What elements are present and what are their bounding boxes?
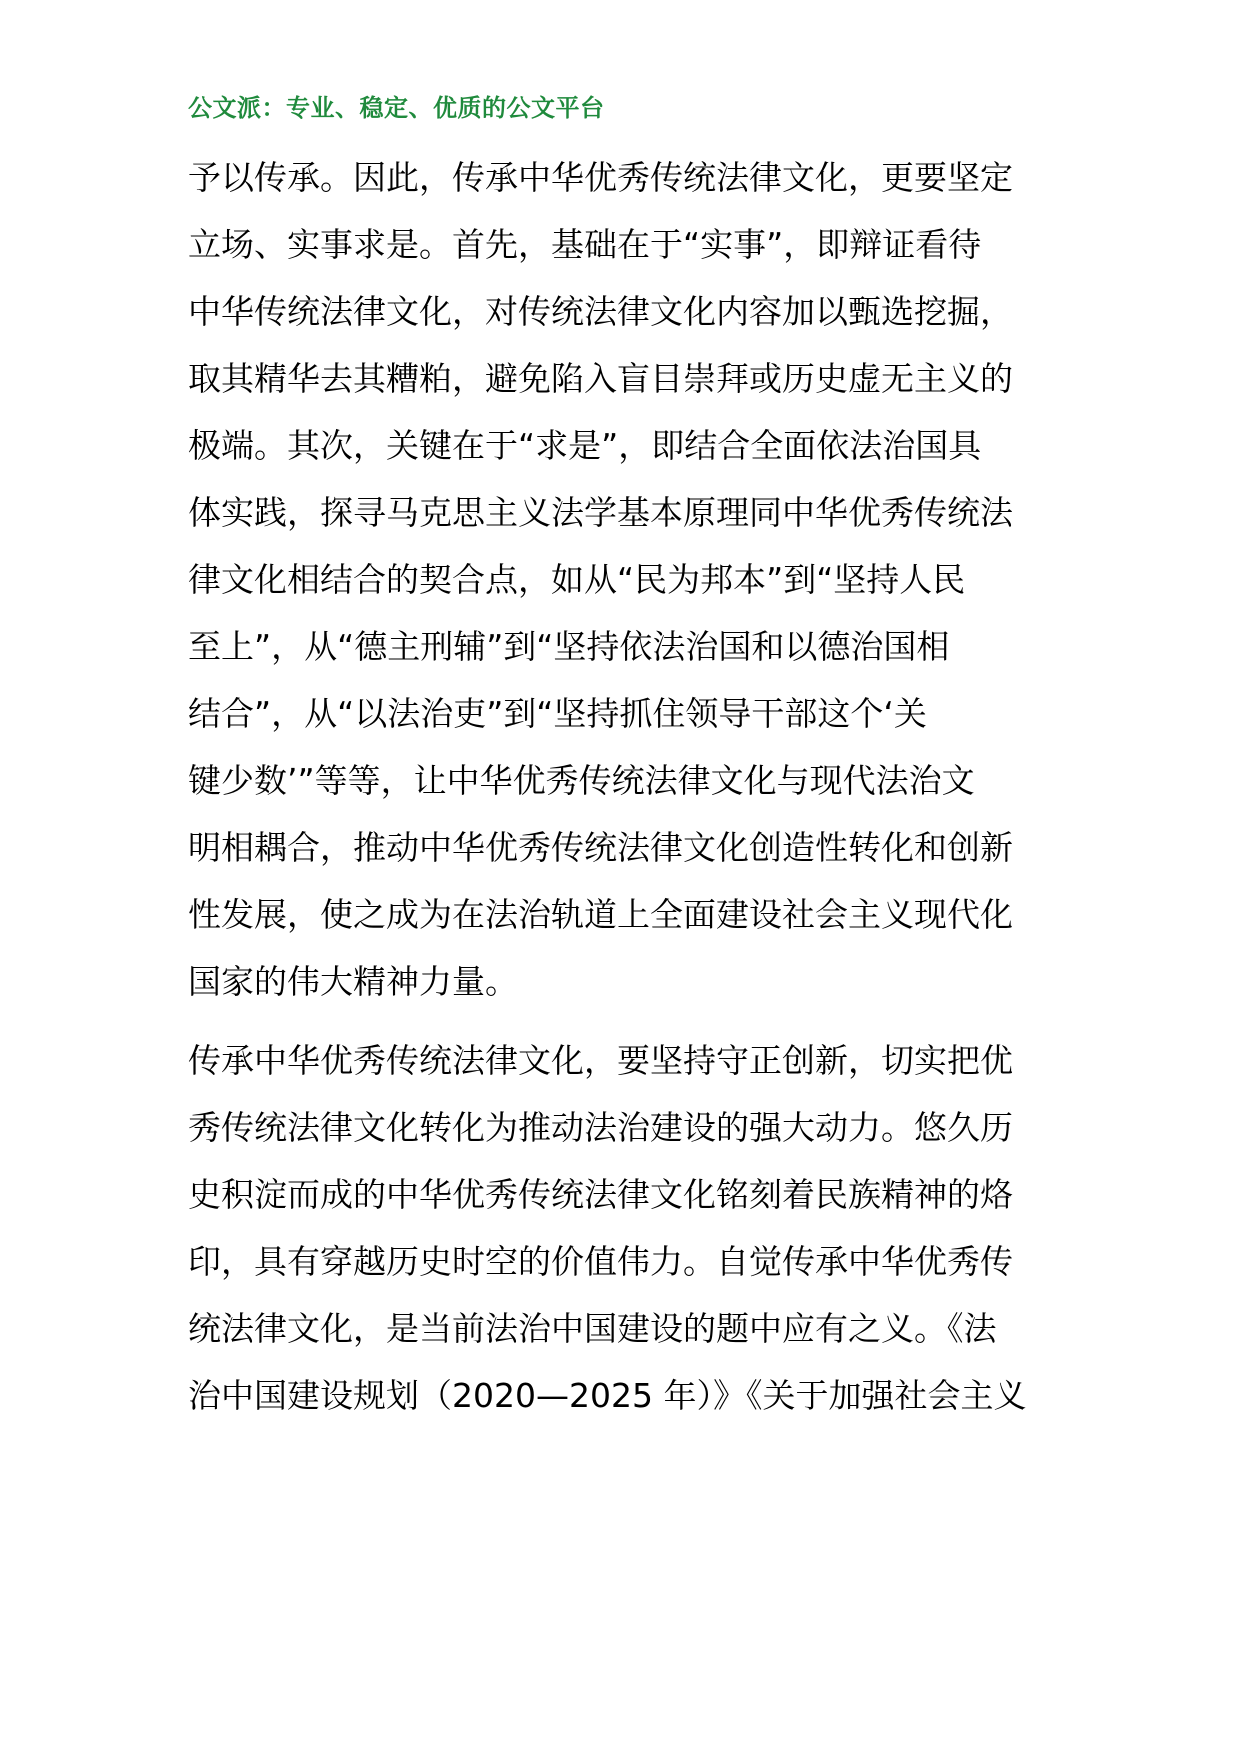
text-line: 极端。其次，关键在于“求是”，即结合全面依法治国具 (188, 426, 982, 465)
text-line: 律文化相结合的契合点，如从“民为邦本”到“坚持人民 (188, 560, 966, 599)
text-line: 秀传统法律文化转化为推动法治建设的强大动力。悠久历 (188, 1108, 1013, 1147)
text-line: 性发展，使之成为在法治轨道上全面建设社会主义现代化 (188, 895, 1013, 934)
text-line: 键少数’”等等，让中华优秀传统法律文化与现代法治文 (188, 761, 975, 800)
text-line: 国家的伟大精神力量。 (188, 962, 518, 1001)
text-line: 立场、实事求是。首先，基础在于“实事”，即辩证看待 (188, 225, 982, 264)
text-line: 中华传统法律文化，对传统法律文化内容加以甄选挖掘， (188, 292, 1013, 331)
text-line: 取其精华去其糟粕，避免陷入盲目崇拜或历史虚无主义的 (188, 359, 1013, 398)
text-line: 明相耦合，推动中华优秀传统法律文化创造性转化和创新 (188, 828, 1013, 867)
text-line: 予以传承。因此，传承中华优秀传统法律文化，更要坚定 (188, 158, 1013, 197)
text-line: 体实践，探寻马克思主义法学基本原理同中华优秀传统法 (188, 493, 1013, 532)
text-line: 结合”，从“以法治吏”到“坚持抓住领导干部这个‘关 (188, 694, 927, 733)
text-line: 传承中华优秀传统法律文化，要坚持守正创新，切实把优 (188, 1041, 1013, 1080)
page-header: 公文派：专业、稳定、优质的公文平台 (188, 94, 605, 122)
text-line: 至上”，从“德主刑辅”到“坚持依法治国和以德治国相 (188, 627, 950, 666)
text-line: 史积淀而成的中华优秀传统法律文化铭刻着民族精神的烙 (188, 1175, 1013, 1214)
text-line: 治中国建设规划（2020—2025 年）》《关于加强社会主义 (188, 1376, 1027, 1415)
text-line: 印，具有穿越历史时空的价值伟力。自觉传承中华优秀传 (188, 1242, 1013, 1281)
text-line: 统法律文化，是当前法治中国建设的题中应有之义。《法 (188, 1309, 997, 1348)
